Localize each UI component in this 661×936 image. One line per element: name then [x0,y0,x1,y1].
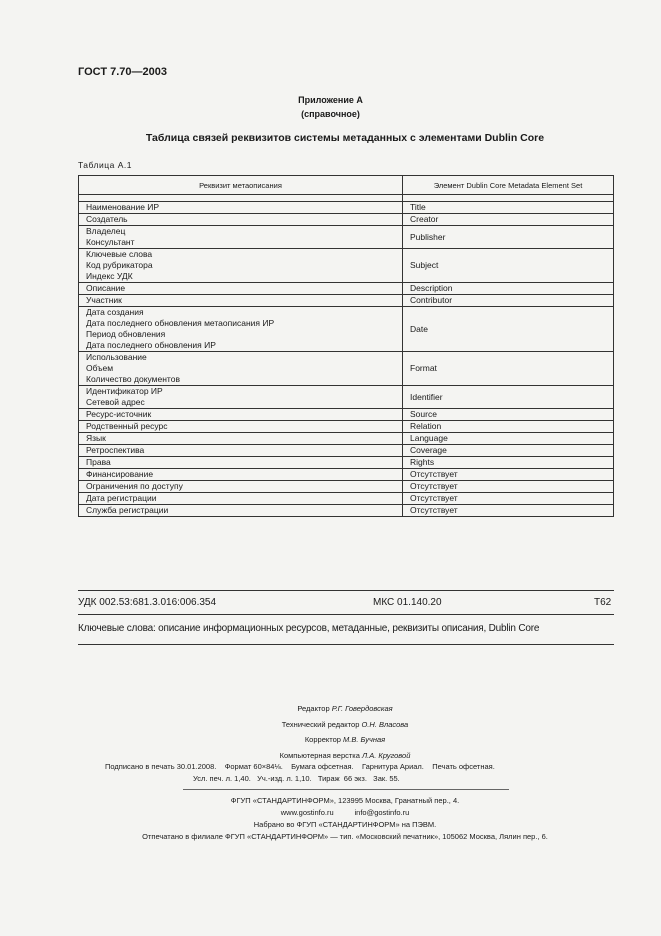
spacer-cell [403,195,614,202]
table-row [79,307,614,352]
dublin-core-element-cell: Отсутствует [403,493,614,505]
table-row [79,295,614,307]
column-header: Элемент Dublin Core Metadata Element Set [403,176,614,195]
table-row [79,202,614,214]
table-row [79,226,614,249]
requisite-name: Код рубрикатора [86,260,153,270]
requisite-cell [79,409,403,421]
dublin-core-element-cell: Identifier [403,386,614,409]
requisite-cell [79,493,403,505]
appendix-heading: Таблица связей реквизитов системы метаданных с элементами Dublin Core [145,132,545,144]
column-header: Реквизит метаописания [79,176,403,195]
table-caption: Таблица А.1 [78,160,132,170]
requisite-cell [79,386,403,409]
table-row [79,283,614,295]
appendix-subtitle: (справочное) [301,109,360,119]
requisite-name: Владелец [86,226,126,236]
requisite-name: Количество документов [86,374,180,384]
table-row [79,249,614,283]
requisite-name: Родственный ресурс [86,421,168,431]
print-info-line: Усл. печ. л. 1,40. Уч.-изд. л. 1,10. Тираж 66 экз. Зак. 55. [193,774,400,783]
requisite-name: Идентификатор ИР [86,386,163,396]
dublin-core-element-cell: Source [403,409,614,421]
dublin-core-element-cell: Отсутствует [403,481,614,493]
requisite-cell [79,202,403,214]
requisite-cell [79,307,403,352]
dublin-core-element-cell: Отсутствует [403,505,614,517]
requisite-cell [79,352,403,386]
table-row [79,214,614,226]
requisite-cell [79,214,403,226]
requisite-name: Дата последнего обновления метаописания ИР [86,318,275,328]
divider-print [183,789,509,790]
requisite-cell [79,445,403,457]
table-row [79,386,614,409]
standard-code: ГОСТ 7.70—2003 [78,66,167,78]
table-header-row [79,176,614,195]
requisite-name: Ресурс-источник [86,409,152,419]
requisite-name: Финансирование [86,469,154,479]
dublin-core-element-cell: Language [403,433,614,445]
requisite-name: Язык [86,433,106,443]
spacer-cell [79,195,403,202]
credit-corrector: Корректор М.В. Бучная [304,735,386,744]
requisite-name: Использование [86,352,147,362]
requisite-name: Сетевой адрес [86,397,145,407]
requisite-cell [79,421,403,433]
requisite-name: Дата последнего обновления ИР [86,340,216,350]
requisite-name: Создатель [86,214,128,224]
requisite-cell [79,249,403,283]
udc-code: УДК 002.53:681.3.016:006.354 [78,597,217,608]
dublin-core-element-cell: Publisher [403,226,614,249]
dublin-core-element-cell: Format [403,352,614,386]
table-spacer-row [79,195,614,202]
divider-middle [78,614,614,615]
table-row [79,409,614,421]
requisite-name: Консультант [86,237,135,247]
dublin-core-element-cell: Title [403,202,614,214]
table-row [79,469,614,481]
mapping-table [78,175,614,517]
keywords-line: Ключевые слова: описание информационных ресурсов, метаданные, реквизиты описания, Dublin Core [78,623,540,634]
requisite-name: Описание [86,283,126,293]
divider-top [78,590,614,591]
table-body [79,195,614,517]
requisite-name: Дата регистрации [86,493,157,503]
table-row [79,493,614,505]
table-row [79,481,614,493]
requisite-name: Период обновления [86,329,166,339]
publisher-line: ФГУП «СТАНДАРТИНФОРМ», 123995 Москва, Гранатный пер., 4. [230,796,460,805]
requisite-cell [79,505,403,517]
table-row [79,457,614,469]
requisite-name: Ключевые слова [86,249,153,259]
credit-editor: Редактор Р.Г. Говердовская [297,704,393,713]
requisite-name: Права [86,457,111,467]
print-info-line: Подписано в печать 30.01.2008. Формат 60×84⅛. Бумага офсетная. Гарнитура Ариал. Печать офсетная. [105,762,495,771]
requisite-name: Дата создания [86,307,144,317]
requisite-cell [79,481,403,493]
dublin-core-element-cell: Creator [403,214,614,226]
table-row [79,505,614,517]
appendix-title: Приложение А [298,95,363,105]
requisite-name: Служба регистрации [86,505,169,515]
publisher-block [0,795,661,843]
dublin-core-element-cell: Coverage [403,445,614,457]
credit-layout: Компьютерная верстка Л.А. Круговой [279,750,411,760]
requisite-cell [79,433,403,445]
dublin-core-element-cell: Description [403,283,614,295]
table-row [79,445,614,457]
table-row [79,433,614,445]
requisite-name: Наименование ИР [86,202,160,212]
credit-tech-editor: Технический редактор О.Н. Власова [281,719,409,729]
dublin-core-element-cell: Date [403,307,614,352]
dublin-core-element-cell: Subject [403,249,614,283]
credits-block [0,701,661,763]
requisite-cell [79,283,403,295]
table-row [79,352,614,386]
requisite-cell [79,295,403,307]
requisite-name: Участник [86,295,122,305]
requisite-cell [79,469,403,481]
dublin-core-element-cell: Отсутствует [403,469,614,481]
publisher-line: Отпечатано в филиале ФГУП «СТАНДАРТИНФОРМ» — тип. «Московский печатник», 105062 Москва, Лялин пер., 6. [142,832,548,841]
print-info [105,761,495,785]
group-code: Т62 [594,597,612,608]
requisite-cell [79,457,403,469]
publisher-line: Набрано во ФГУП «СТАНДАРТИНФОРМ» на ПЭВМ. [253,820,437,829]
requisite-cell [79,226,403,249]
dublin-core-element-cell: Relation [403,421,614,433]
publisher-line: www.gostinfo.ru info@gostinfo.ru [280,808,410,817]
dublin-core-element-cell: Rights [403,457,614,469]
table-row [79,421,614,433]
dublin-core-element-cell: Contributor [403,295,614,307]
requisite-name: Ограничения по доступу [86,481,183,491]
requisite-name: Ретроспектива [86,445,145,455]
requisite-name: Индекс УДК [86,271,133,281]
requisite-name: Объем [86,363,114,373]
mks-code: МКС 01.140.20 [373,597,442,608]
divider-bottom [78,644,614,645]
